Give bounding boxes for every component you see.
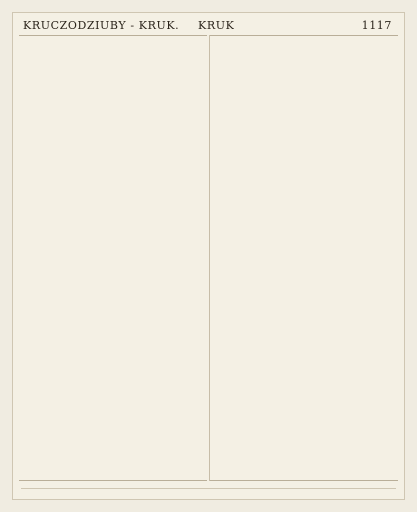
page-number: 1117 (361, 19, 392, 32)
page-header (23, 19, 394, 35)
left-column (19, 35, 207, 481)
right-column-text (210, 36, 398, 40)
left-column-text (19, 36, 207, 40)
header-left-title: KRUCZODZIUBY - KRUK. (23, 19, 180, 32)
dictionary-page (12, 12, 405, 500)
right-column (210, 35, 398, 481)
header-center-title: KRUK (198, 19, 235, 32)
footer-rule (21, 488, 396, 489)
